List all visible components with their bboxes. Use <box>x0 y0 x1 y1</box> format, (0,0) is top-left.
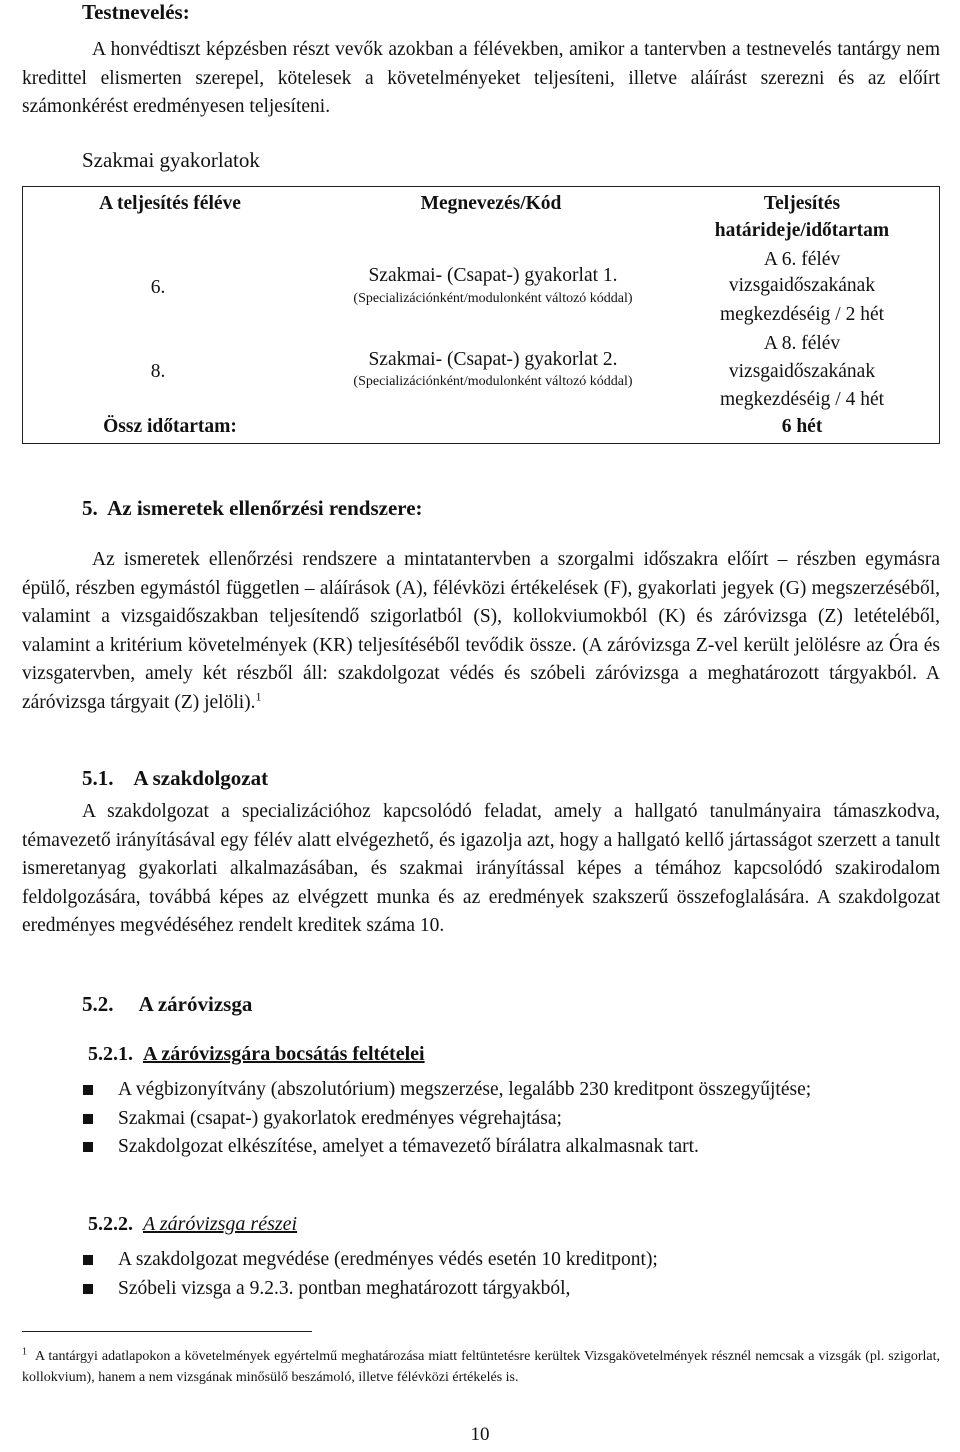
header-semester: A teljesítés féléve <box>99 193 241 214</box>
section521-title: A záróvizsgára bocsátás feltételei <box>143 1043 425 1065</box>
header-deadline-1: Teljesítés <box>763 193 841 214</box>
row1-name: Szakmai- (Csapat-) gyakorlat 1. <box>368 265 618 286</box>
footnote-text: A tantárgyi adatlapokon a követelmények egyértelmű meghatározása miatt feltüntetésre kerültek Vizsgakövetelmények résznél nemcsak a vizsgák (pl. szigorlat, kollokvium), hanem a nem vizsgának minősülő beszámoló, illetve félévközi értékelés is. <box>22 1349 940 1385</box>
row2-deadline-3: megkezdéséig / 4 hét <box>719 389 885 410</box>
row2-name: Szakmai- (Csapat-) gyakorlat 2. <box>368 349 618 370</box>
section521-number: 5.2.1. <box>88 1043 133 1065</box>
section51-title: A szakdolgozat <box>133 766 269 790</box>
section51-heading <box>82 766 268 791</box>
heading-testneveles: Testnevelés: <box>82 0 190 24</box>
practice-table <box>22 186 940 444</box>
row2-semester: 8. <box>150 361 166 382</box>
row1-note: (Specializációnként/modulonként változó kóddal) <box>353 291 633 306</box>
section522-list <box>78 1246 940 1303</box>
list-item: Szakmai (csapat-) gyakorlatok eredményes végrehajtása; <box>78 1105 940 1134</box>
list-item: A végbizonyítvány (abszolutórium) megszerzése, legalább 230 kreditpont összegyűjtése; <box>78 1076 940 1105</box>
section52-title: A záróvizsga <box>138 992 253 1016</box>
row1-deadline-2: vizsgaidőszakának <box>728 275 876 296</box>
section51-number: 5.1. <box>82 766 114 790</box>
section51-text: A szakdolgozat a specializációhoz kapcsolódó feladat, amely a hallgató tanulmányaira támaszkodva, témavezető irányításával egy félév alatt elvégezhető, és igazolja azt, hogy a hallgató kellő jártasságot szerzett a tanult ismeretanyag gyakorlati alkalmazásában, és szakmai irányítással képes a témához kapcsolódó szakirodalom feldolgozására, továbbá képes az elvégzett munka és az eredmények szakszerű összefoglalására. A szakdolgozat eredményes megvédéséhez rendelt kreditek száma 10. <box>22 801 940 936</box>
row1-semester: 6. <box>150 277 166 298</box>
section5-paragraph <box>22 546 940 717</box>
section5-text: Az ismeretek ellenőrzési rendszere a mintatantervben a szorgalmi időszakra előírt – részben egymásra épülő, részben egymástól független – aláírások (A), félévközi értékelések (F), gyakorlati jegyek (G) megszerzéséből, valamint a vizsgaidőszakban teljesítendő szigorlatból (S), kollokviumokból (K) és záróvizsga (Z) letételéből, valamint a kritérium követelmények (KR) teljesítéséből tevődik össze. (A záróvizsga Z-vel került jelölésre az Óra és vizsgatervben, amely két részből áll: szakdolgozat védés és szóbeli záróvizsga a meghatározott tárgyakból. A záróvizsga tárgyait (Z) jelöli). <box>22 549 940 713</box>
footnote-ref: 1 <box>255 689 262 703</box>
section51-paragraph <box>22 798 940 941</box>
footnote <box>22 1346 940 1388</box>
total-label: Össz időtartam: <box>103 416 237 437</box>
list-item: Szóbeli vizsga a 9.2.3. pontban meghatározott tárgyakból, <box>78 1275 940 1304</box>
section5-number: 5. <box>82 496 98 520</box>
section5-title: Az ismeretek ellenőrzési rendszere: <box>107 496 423 520</box>
section5-heading <box>82 496 423 521</box>
row2-note: (Specializációnként/modulonként változó kóddal) <box>353 374 633 389</box>
page-number: 10 <box>470 1424 490 1445</box>
table-caption: Szakmai gyakorlatok <box>82 148 260 172</box>
section521-heading <box>88 1043 425 1066</box>
total-value: 6 hét <box>781 416 823 437</box>
section521-list <box>78 1076 940 1162</box>
row2-deadline-2: vizsgaidőszakának <box>728 361 876 382</box>
list-item: A szakdolgozat megvédése (eredményes védés esetén 10 kreditpont); <box>78 1246 940 1275</box>
intro-paragraph <box>22 36 940 122</box>
list-item: Szakdolgozat elkészítése, amelyet a témavezető bírálatra alkalmasnak tart. <box>78 1133 940 1162</box>
section52-heading <box>82 992 252 1017</box>
row1-deadline-3: megkezdéséig / 2 hét <box>719 304 885 325</box>
intro-text: A honvédtiszt képzésben részt vevők azokban a félévekben, amikor a tantervben a testnevelés tantárgy nem kredittel elismerten szerepel, kötelesek a követelményeket teljesíteni, illetve aláírást szerezni és az előírt számonkérést eredményesen teljesíteni. <box>22 39 940 117</box>
footnote-separator <box>22 1331 312 1332</box>
row1-deadline-1: A 6. félév <box>763 249 841 270</box>
footnote-mark: 1 <box>22 1346 27 1358</box>
section522-number: 5.2.2. <box>88 1213 133 1235</box>
section522-title: A záróvizsga részei <box>143 1213 298 1235</box>
section522-heading <box>88 1213 297 1236</box>
header-name: Megnevezés/Kód <box>420 193 562 214</box>
section52-number: 5.2. <box>82 992 114 1016</box>
row2-deadline-1: A 8. félév <box>763 333 841 354</box>
header-deadline-2: határideje/időtartam <box>714 220 890 241</box>
